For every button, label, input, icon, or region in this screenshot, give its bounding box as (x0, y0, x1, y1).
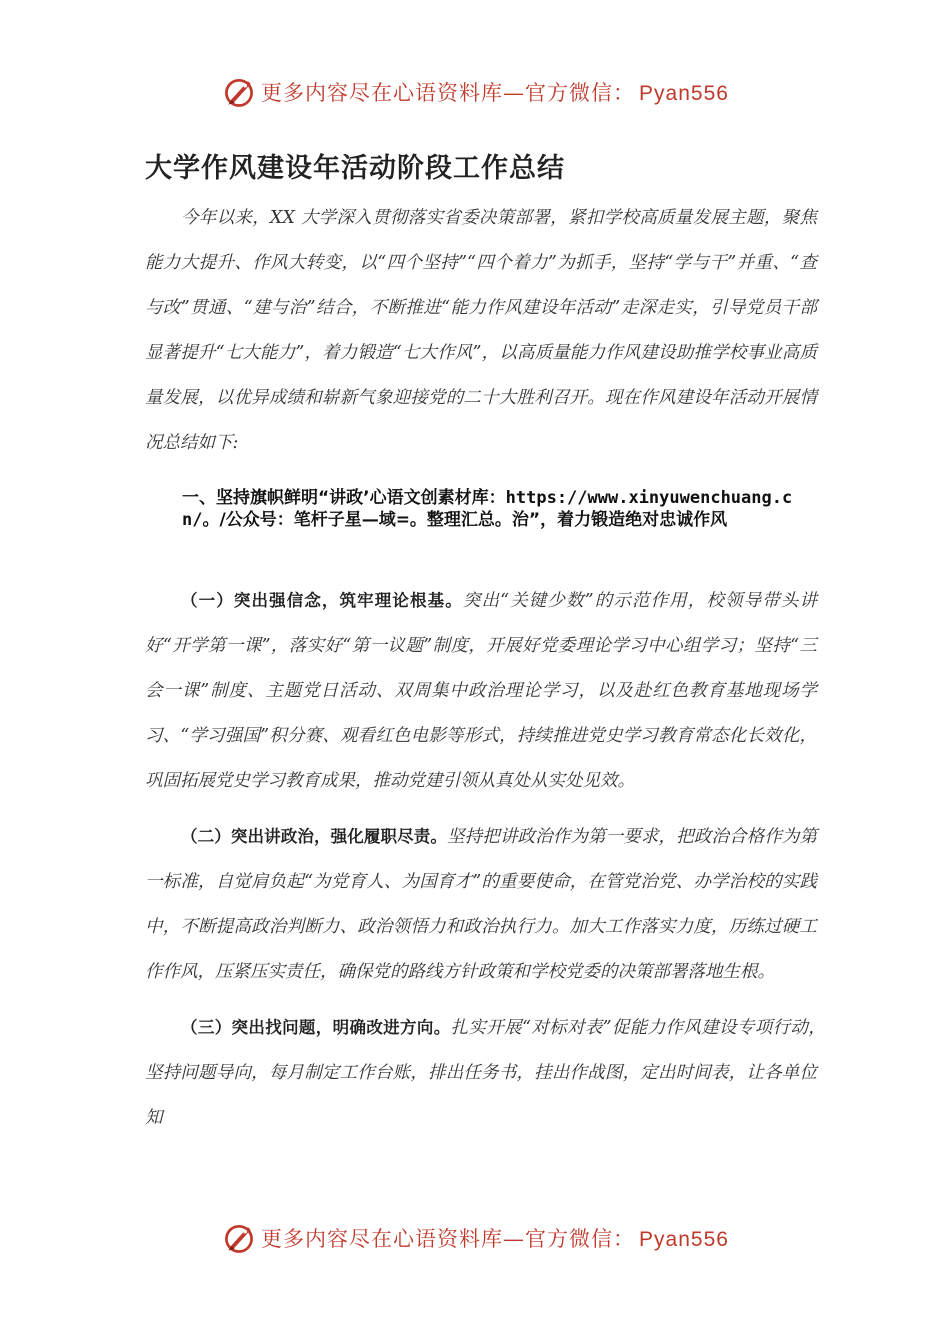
section-1-heading (182, 487, 822, 531)
quill-pen-logo-icon (221, 74, 257, 110)
item-1-lead: （一）突出强信念，筑牢理论根基。 (181, 591, 463, 610)
section-1-item-3 (145, 1005, 841, 1141)
banner-text (261, 1223, 729, 1253)
banner-slogan: 更多内容尽在心语资料库 (261, 1227, 504, 1251)
footer-banner (0, 1216, 950, 1260)
banner-separator: — (503, 81, 526, 105)
item-2-body: 坚持把讲政治作为第一要求，把政治合格作为第一标准，自觉肩负起“为党育人、为国育才”的重要使命，在管党治党、办学治校的实践中，不断提高政治判断力、政治领悟力和政治执行力。加大工作落实力度，历练过硬工作作风，压紧压实责任，确保党的路线方针政策和学校党委的决策部署落地生根。 (145, 827, 817, 982)
section-1-heading-part2: 。/公众号：笔杆子星—域=。整理汇总。治”，着力锻造绝对忠诚作风 (202, 510, 728, 530)
intro-paragraph: 今年以来，XX 大学深入贯彻落实省委决策部署，紧扣学校高质量发展主题，聚焦能力大提升、作风大转变，以“四个坚持”“四个着力”为抓手，坚持“学与干”并重、“查与改”贯通、“建与治”结合，不断推进“能力作风建设年活动”走深走实，引导党员干部显著提升“七大能力”，着力锻造“七大作风”，以高质量能力作风建设助推学校事业高质量发展，以优异成绩和崭新气象迎接党的二十大胜利召开。现在作风建设年活动开展情况总结如下: (145, 208, 817, 453)
document-title: 大学作风建设年活动阶段工作总结 (145, 153, 565, 184)
item-2-lead: （二）突出讲政治，强化履职尽责。 (181, 827, 447, 846)
banner-separator: — (503, 1227, 526, 1251)
banner-wechat-label: 官方微信： (525, 81, 636, 105)
banner-wechat-id: Pyan556 (639, 1228, 729, 1251)
banner-wechat-label: 官方微信： (525, 1227, 636, 1251)
quill-pen-logo-icon (221, 1220, 257, 1256)
item-1-body: 突出“关键少数”的示范作用，校领导带头讲好“开学第一课”，落实好“第一议题”制度，开展好党委理论学习中心组学习；坚持“三会一课”制度、主题党日活动、双周集中政治理论学习，以及赴红色教育基地现场学习、“学习强国”积分赛、观看红色电影等形式，持续推进党史学习教育常态化长效化，巩固拓展党史学习教育成果，推动党建引领从真处从实处见效。 (145, 591, 817, 791)
banner-text (261, 77, 729, 107)
section-1-heading-part1: 一、坚持旗帜鲜明“讲政’心语文创素材库： (182, 488, 506, 508)
item-3-lead: （三）突出找问题，明确改进方向。 (181, 1018, 451, 1037)
section-1-heading-url: https://www.xinyuwenchuang.cn/ (182, 488, 793, 530)
banner-slogan: 更多内容尽在心语资料库 (261, 81, 504, 105)
section-1-item-1 (145, 578, 817, 804)
item-3-body: 扎实开展“对标对表”促能力作风建设专项行动， 坚持问题导向，每月制定工作台账，排出任务书，挂出作战图，定出时间表，让各单位知 (145, 1018, 841, 1128)
banner-wechat-id: Pyan556 (639, 82, 729, 105)
header-banner (0, 70, 950, 114)
section-1-item-2 (145, 814, 817, 995)
